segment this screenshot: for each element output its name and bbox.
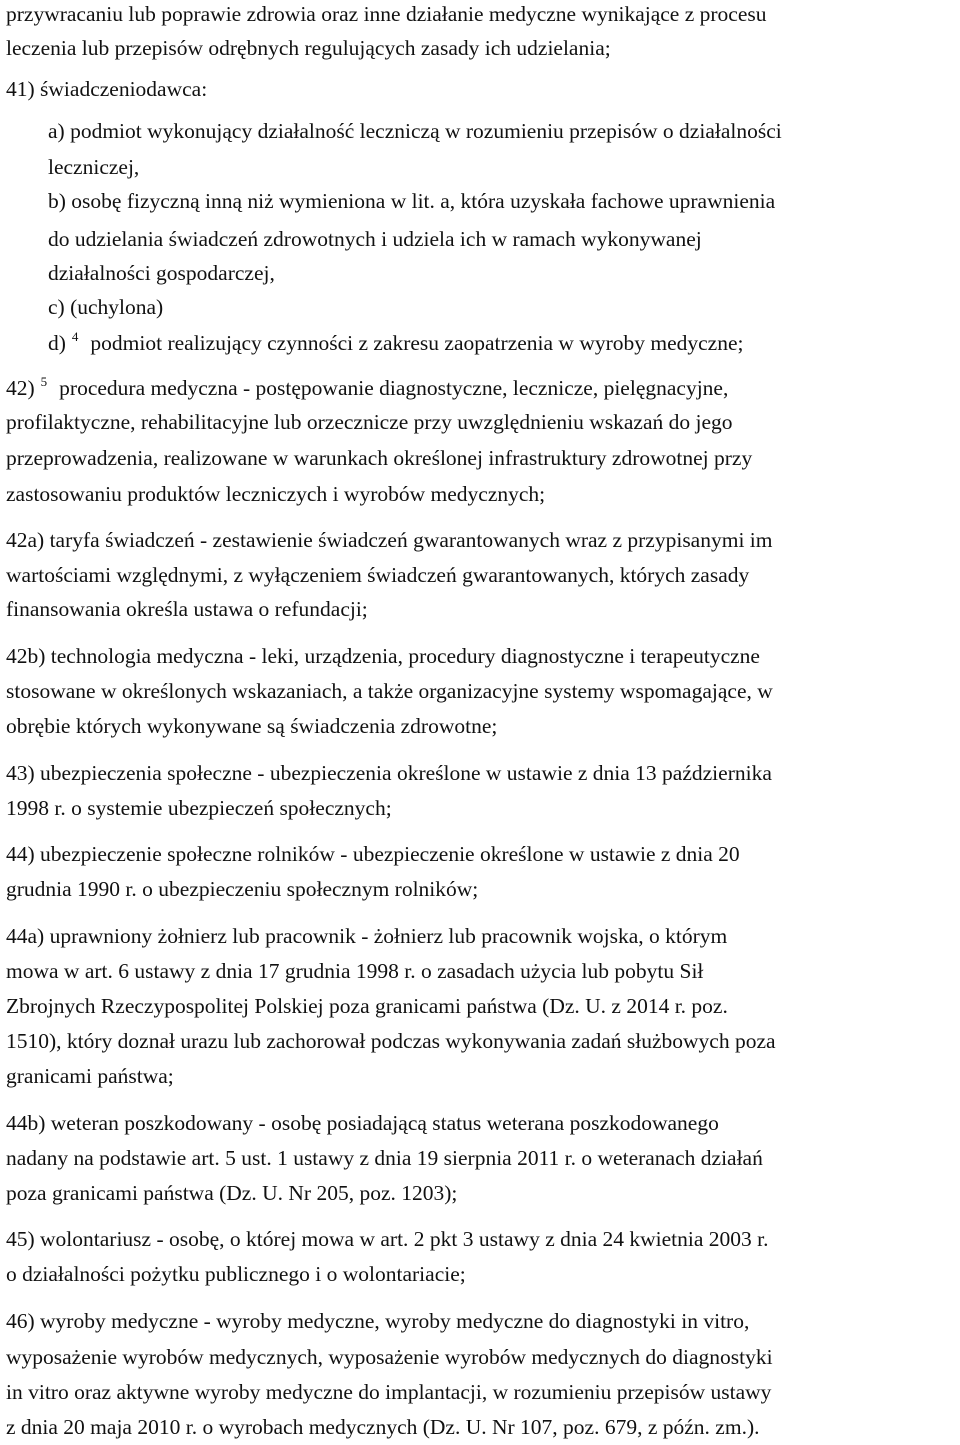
text-line: 1510), który doznał urazu lub zachorował podczas wykonywania zadań służbowych poza (6, 1029, 776, 1053)
item-45: 45) wolontariusz - osobę, o której mowa w art. 2 pkt 3 ustawy z dnia 24 kwietnia 2003 r. (6, 1227, 769, 1251)
item-42a: 42a) taryfa świadczeń - zestawienie świadczeń gwarantowanych wraz z przypisanymi im (6, 528, 773, 552)
footnote-marker: 4 (71, 329, 79, 344)
item-44b: 44b) weteran poszkodowany - osobę posiadającą status weterana poszkodowanego (6, 1111, 719, 1135)
item-label: d) (48, 331, 66, 355)
item-text: procedura medyczna - postępowanie diagnostyczne, lecznicze, pielęgnacyjne, (59, 376, 729, 400)
text-line: działalności gospodarczej, (48, 261, 275, 285)
item-43: 43) ubezpieczenia społeczne - ubezpieczenia określone w ustawie z dnia 13 października (6, 761, 772, 785)
text-line: obrębie których wykonywane są świadczenia zdrowotne; (6, 714, 498, 738)
item-text: podmiot realizujący czynności z zakresu zaopatrzenia w wyroby medyczne; (90, 331, 744, 355)
item-41-heading: 41) świadczeniodawca: (6, 77, 208, 101)
text-line: profilaktyczne, rehabilitacyjne lub orzecznicze przy uwzględnieniu wskazań do jego (6, 410, 733, 434)
item-41d (48, 325, 744, 364)
text-line: wartościami względnymi, z wyłączeniem świadczeń gwarantowanych, których zasady (6, 563, 750, 587)
text-line: finansowania określa ustawa o refundacji; (6, 597, 368, 621)
item-44: 44) ubezpieczenie społeczne rolników - ubezpieczenie określone w ustawie z dnia 20 (6, 842, 740, 866)
item-41c: c) (uchylona) (48, 295, 164, 319)
text-line: Zbrojnych Rzeczypospolitej Polskiej poza granicami państwa (Dz. U. z 2014 r. poz. (6, 994, 728, 1018)
text-line: nadany na podstawie art. 5 ust. 1 ustawy z dnia 19 sierpnia 2011 r. o weteranach działań (6, 1146, 763, 1170)
text-line: o działalności pożytku publicznego i o wolontariacie; (6, 1262, 466, 1286)
text-line: przeprowadzenia, realizowane w warunkach określonej infrastruktury zdrowotnej przy (6, 446, 753, 470)
text-line: granicami państwa; (6, 1064, 174, 1088)
text-line: in vitro oraz aktywne wyroby medyczne do implantacji, w rozumieniu przepisów ustawy (6, 1380, 772, 1404)
text-line: do udzielania świadczeń zdrowotnych i udziela ich w ramach wykonywanej (48, 227, 702, 251)
item-41b: b) osobę fizyczną inną niż wymieniona w lit. a, która uzyskała fachowe uprawnienia (48, 189, 776, 213)
footnote-marker: 5 (40, 374, 48, 389)
text-line: grudnia 1990 r. o ubezpieczeniu społecznym rolników; (6, 877, 479, 901)
text-line: leczenia lub przepisów odrębnych regulujących zasady ich udzielania; (6, 36, 611, 60)
text-line: leczniczej, (48, 155, 140, 179)
item-44a: 44a) uprawniony żołnierz lub pracownik - żołnierz lub pracownik wojska, o którym (6, 924, 728, 948)
text-line: mowa w art. 6 ustawy z dnia 17 grudnia 1998 r. o zasadach użycia lub pobytu Sił (6, 959, 704, 983)
item-41a: a) podmiot wykonujący działalność leczniczą w rozumieniu przepisów o działalności (48, 119, 782, 143)
text-line: poza granicami państwa (Dz. U. Nr 205, poz. 1203); (6, 1181, 458, 1205)
text-line: przywracaniu lub poprawie zdrowia oraz inne działanie medyczne wynikające z procesu (6, 2, 767, 26)
item-42b: 42b) technologia medyczna - leki, urządzenia, procedury diagnostyczne i terapeutyczne (6, 644, 760, 668)
text-line: z dnia 20 maja 2010 r. o wyrobach medycznych (Dz. U. Nr 107, poz. 679, z późn. zm.). (6, 1415, 760, 1439)
item-label: 42) (6, 376, 35, 400)
item-46: 46) wyroby medyczne - wyroby medyczne, wyroby medyczne do diagnostyki in vitro, (6, 1309, 750, 1333)
text-line: wyposażenie wyrobów medycznych, wyposażenie wyrobów medycznych do diagnostyki (6, 1345, 773, 1369)
text-line: 1998 r. o systemie ubezpieczeń społecznych; (6, 796, 392, 820)
text-line: zastosowaniu produktów leczniczych i wyrobów medycznych; (6, 482, 546, 506)
text-line: stosowane w określonych wskazaniach, a także organizacyjne systemy wspomagające, w (6, 679, 773, 703)
